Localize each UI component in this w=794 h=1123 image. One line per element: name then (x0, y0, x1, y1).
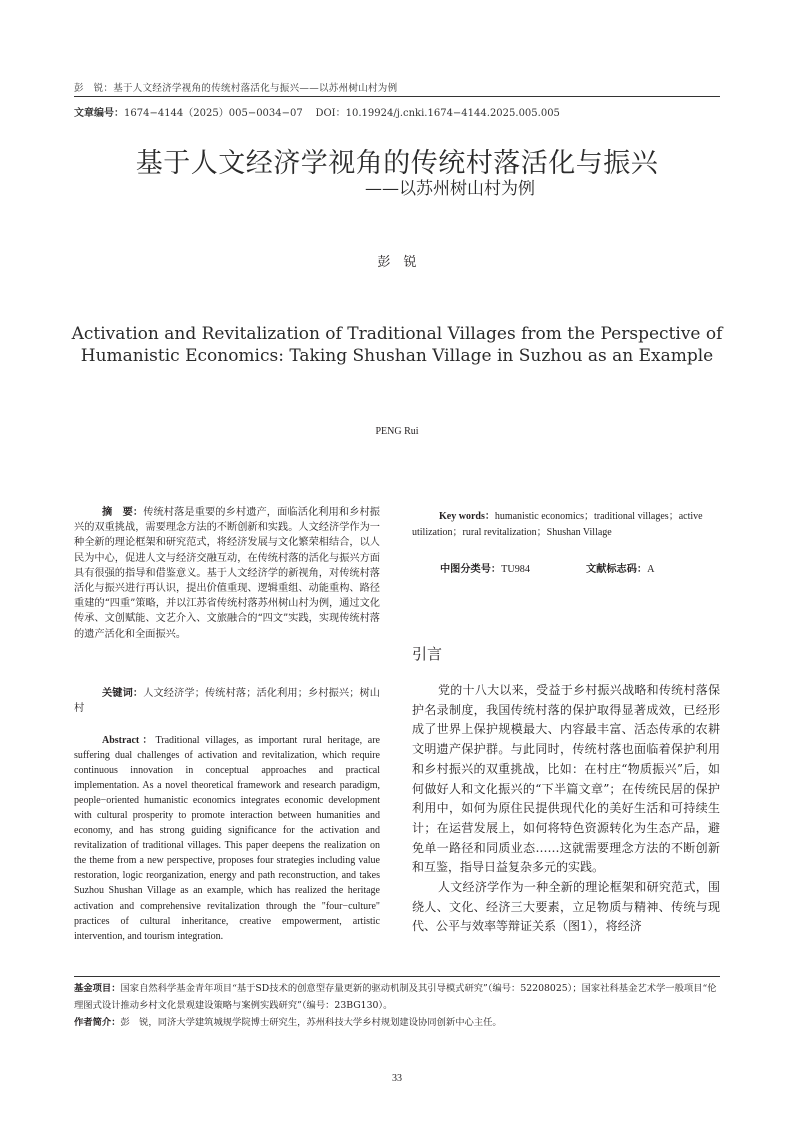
body-paragraph: 人文经济学作为一种全新的理论框架和研究范式，围绕人、文化、经济三大要素，立足物质与精神、传统与现代、公平与效率等辩证关系（图1），将经济 (412, 880, 720, 934)
abstract-en-text: Traditional villages, as important rural heritage, are suffering dual challenges of activation and revitalization, which require continuous innovation in conceptual approaches and practical implementation. As a novel theoretical framework and research paradigm, people−oriented humanistic economics integrates economic development with cultural prosperity to promote interaction between humanities and economy, and has strong guiding significance for the activation and revitalization of traditional villages. This paper deepens the realization on the theme from a new perspective, proposes four strategies including value restoration, logic reorganization, energy and path reconstruction, and takes Suzhou Shushan Village as an example, which has realized the heritage activation and comprehensive revitalization through the "four−culture" practices of cultural inheritance, creative empowerment, artistic intervention, and tourism integration. (74, 735, 380, 942)
abstract-en (74, 733, 380, 944)
clc-number (440, 560, 530, 575)
author-note (74, 1014, 720, 1031)
keywords-en (412, 509, 720, 540)
body-text (412, 681, 720, 937)
abstract-zh-text: 传统村落是重要的乡村遗产，面临活化利用和乡村振兴的双重挑战，需要理念方法的不断创新和实践。人文经济学作为一种全新的理论框架和研究范式，将经济发展与文化繁荣相结合，以人民为中心，促进人文与经济交融互动，在传统村落的活化与振兴方面具有很强的指导和借鉴意义。基于人文经济学的新视角，对传统村落活化与振兴进行再认识，提出价值重现、逻辑重组、动能重构、路径重建的“四重”策略，并以江苏省传统村落苏州树山村为例，通过文化传承、文创赋能、文艺介入、文旅融合的“四文”实践，实现传统村落的遗产活化和全面振兴。 (74, 507, 380, 640)
fund-note (74, 980, 720, 1014)
footnotes (74, 980, 720, 1031)
fund-label: 基金项目： (74, 983, 121, 994)
section-heading: 引言 (412, 645, 443, 663)
doc-code-value: A (647, 564, 655, 575)
keywords-zh (74, 686, 380, 716)
article-meta (74, 104, 560, 119)
abstract-zh-label: 摘 要： (102, 506, 144, 518)
keywords-zh-text: 人文经济学；传统村落；活化利用；乡村振兴；树山村 (74, 688, 380, 715)
fund-text: 国家自然科学基金青年项目“基于SD技术的创意型存量更新的驱动机制及其引导模式研究”（编号：52208025）；国家社科基金艺术学一般项目“伦理图式设计推动乡村文化景观建设策略与案例实践研究”（编号：23BG130）。 (74, 983, 717, 1011)
title-zh: 基于人文经济学视角的传统村落活化与振兴 (135, 148, 659, 179)
abstract-en-label: Abstract： (102, 735, 156, 746)
page-number: 33 (392, 1073, 402, 1084)
clc-label: 中图分类号： (440, 563, 502, 575)
abstract-zh (74, 505, 380, 642)
header-rule (74, 96, 720, 97)
article-no-label: 文章编号： (74, 108, 124, 119)
footnote-rule (74, 976, 720, 977)
doi: 10.19924/j.cnki.1674−4144.2025.005.005 (345, 108, 560, 119)
title-en-line1: Activation and Revitalization of Traditional Villages from the Perspective of (71, 324, 723, 344)
running-head: 彭 锐：基于人文经济学视角的传统村落活化与振兴——以苏州树山村为例 (74, 83, 398, 94)
keywords-en-text: humanistic economics；traditional villages；active utilization；rural revitalization；Shushan Village (412, 511, 703, 538)
article-no: 1674−4144（2025）005−0034−07 (124, 108, 303, 119)
title-en-line2: Humanistic Economics: Taking Shushan Village in Suzhou as an Example (80, 346, 714, 366)
doc-code-label: 文献标志码： (586, 563, 648, 575)
author-bio-label: 作者简介： (74, 1017, 121, 1028)
author-bio-text: 彭 锐，同济大学建筑城规学院博士研究生，苏州科技大学乡村规划建设协同创新中心主任。 (120, 1017, 502, 1028)
body-paragraph: 党的十八大以来，受益于乡村振兴战略和传统村落保护名录制度，我国传统村落的保护取得显著成效，已经形成了世界上保护规模最大、内容最丰富、活态传承的农耕文明遗产保护群。与此同时，传统村落也面临着保护利用和乡村振兴的双重挑战，比如：在村庄“物质振兴”后，如何做好人和文化振兴的“下半篇文章”；在传统民居的保护利用中，如何为原住民提供现代化的美好生活和可持续生计；在运营发展上，如何将特色资源转化为生态产品，避免单一路径和同质业态……这就需要理念方法的不断创新和互鉴，指导日益复杂多元的实践。 (412, 683, 720, 875)
keywords-zh-label: 关键词： (102, 687, 144, 699)
author-zh: 彭 锐 (377, 255, 417, 270)
doi-label: DOI： (315, 108, 346, 119)
author-en: PENG Rui (375, 426, 419, 437)
keywords-en-label: Key words： (439, 511, 495, 522)
title-en (60, 323, 734, 367)
clc-value: TU984 (501, 564, 530, 575)
document-code (586, 560, 654, 575)
subtitle-zh: ——以苏州树山村为例 (365, 179, 535, 199)
